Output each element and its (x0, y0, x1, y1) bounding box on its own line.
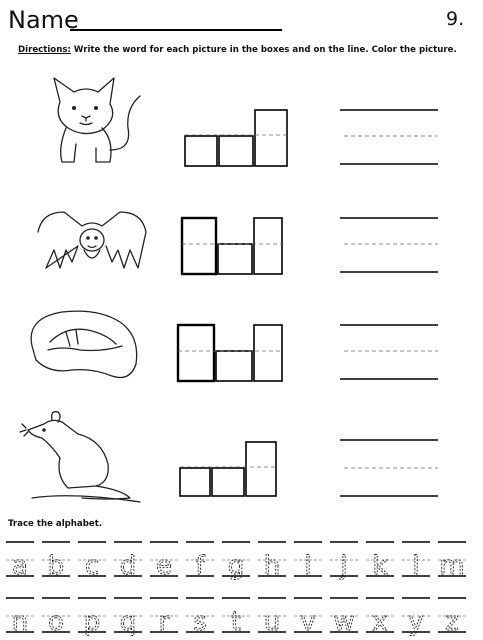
trace-letter[interactable]: k (372, 551, 388, 581)
trace-letter[interactable]: i (304, 551, 312, 581)
word-boxes-1 (184, 108, 288, 168)
letter-box[interactable] (178, 325, 214, 381)
trace-letter[interactable]: m (439, 551, 465, 581)
trace-letter[interactable]: r (158, 607, 170, 637)
bat-icon (34, 206, 150, 276)
trace-letter[interactable]: v (300, 607, 316, 637)
trace-letter[interactable]: n (11, 607, 29, 637)
word-boxes-2 (180, 216, 284, 276)
trace-row-n-z[interactable] (6, 596, 476, 636)
word-boxes-4 (178, 440, 278, 500)
trace-row-a-m[interactable] (6, 540, 476, 580)
trace-letter[interactable]: x (372, 607, 388, 637)
trace-letter[interactable]: j (340, 551, 348, 581)
page-number: 9. (446, 8, 465, 30)
trace-letter[interactable]: e (156, 551, 172, 581)
trace-letter[interactable]: y (408, 607, 424, 637)
trace-letter[interactable]: l (412, 551, 420, 581)
trace-letter[interactable]: w (333, 607, 355, 637)
trace-letter[interactable]: b (47, 551, 65, 581)
trace-letter[interactable]: c (84, 551, 100, 581)
letter-box[interactable] (254, 218, 282, 274)
trace-letter[interactable]: t (230, 607, 242, 637)
cat-icon (44, 70, 144, 170)
trace-letter[interactable]: z (445, 607, 459, 637)
letter-box[interactable] (212, 468, 244, 496)
trace-letter[interactable]: g (227, 551, 245, 581)
directions-text: Write the word for each picture in the boxes and on the line. Color the picture. (73, 45, 457, 55)
trace-letter[interactable]: p (83, 607, 101, 637)
writing-lines-3[interactable] (340, 323, 440, 383)
letter-box[interactable] (182, 218, 216, 274)
name-line[interactable] (70, 29, 282, 31)
letter-box[interactable] (255, 110, 287, 166)
word-boxes-3 (176, 323, 284, 383)
writing-lines-4[interactable] (340, 438, 440, 500)
letter-box[interactable] (254, 325, 282, 381)
trace-letter[interactable]: s (193, 607, 207, 637)
trace-title: Trace the alphabet. (8, 519, 103, 529)
directions (18, 45, 457, 55)
letter-box[interactable] (218, 244, 252, 274)
trace-letter[interactable]: o (48, 607, 64, 637)
writing-lines-1[interactable] (340, 108, 440, 168)
trace-letter[interactable]: q (119, 607, 137, 637)
trace-letter[interactable]: f (195, 551, 205, 581)
letter-box[interactable] (219, 136, 253, 166)
letter-box[interactable] (246, 442, 276, 496)
trace-letter[interactable]: a (12, 551, 28, 581)
letter-box[interactable] (180, 468, 210, 496)
name-label: Name (8, 6, 79, 34)
rat-icon (22, 406, 142, 506)
hat-icon (22, 306, 144, 386)
directions-label: Directions: (18, 45, 71, 55)
trace-letter[interactable]: u (263, 607, 281, 637)
trace-letter[interactable]: d (119, 551, 137, 581)
trace-letter[interactable]: h (263, 551, 281, 581)
letter-box[interactable] (185, 136, 217, 166)
writing-lines-2[interactable] (340, 216, 440, 276)
letter-box[interactable] (216, 351, 252, 381)
